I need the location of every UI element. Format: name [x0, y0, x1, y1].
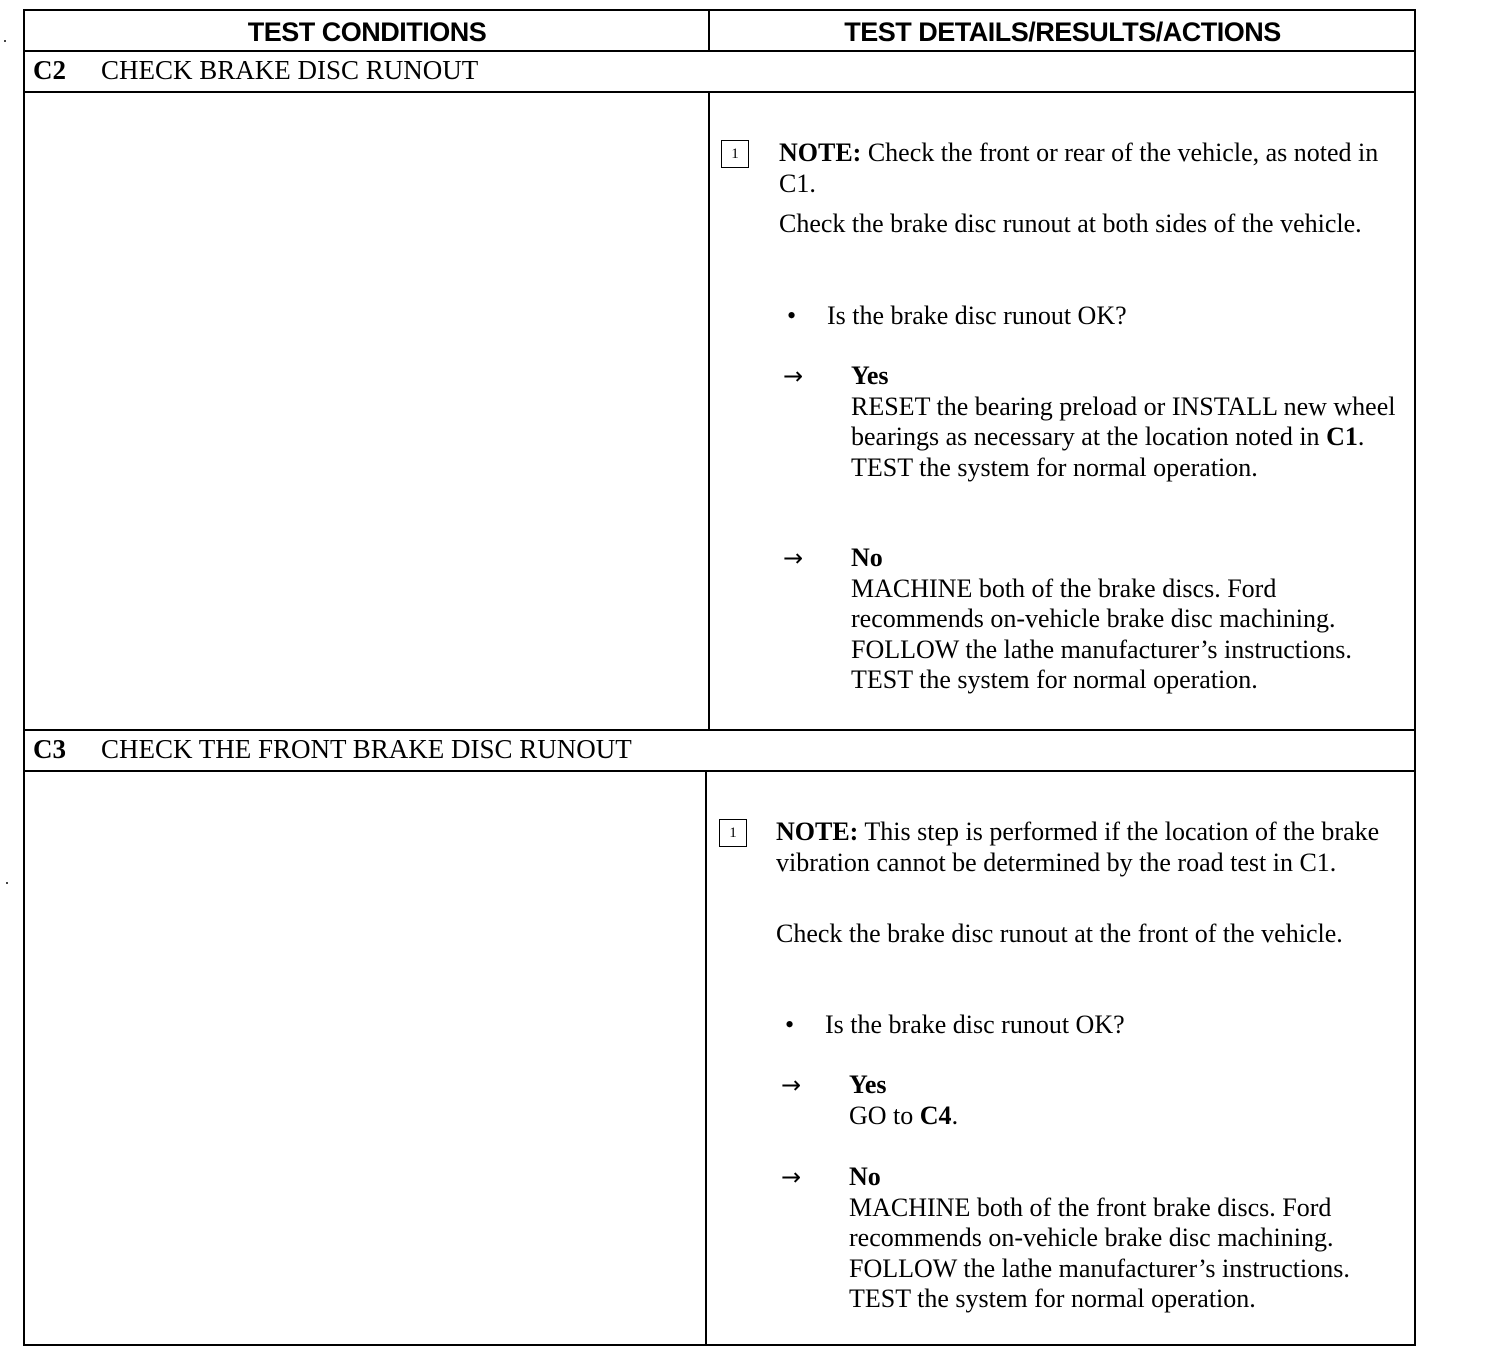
column-divider [708, 91, 710, 729]
arrow-right-icon: → [781, 1071, 802, 1099]
note-text: Check the front or rear of the vehicle, as noted in C1. [779, 138, 1379, 198]
column-header-test-details: TEST DETAILS/RESULTS/ACTIONS [844, 17, 1281, 47]
arrow-right-icon: → [783, 362, 804, 390]
arrow-right-icon: → [781, 1163, 802, 1191]
answer-label: No [849, 1162, 881, 1191]
bullet-icon: • [787, 301, 797, 330]
answer-label: Yes [849, 1070, 887, 1099]
scan-speck [4, 40, 6, 42]
answer-action: GO to C4. [849, 1100, 959, 1130]
bullet-icon: • [785, 1010, 795, 1039]
header-bottom-rule [25, 50, 1414, 52]
section-rule [25, 91, 1414, 93]
section-id: C3 [33, 734, 66, 764]
note-text: This step is performed if the location of the brake vibration cannot be determined by the road test in C1. [776, 817, 1380, 877]
note-label: NOTE: [779, 138, 862, 167]
step-note [779, 138, 1389, 199]
step-instruction: Check the brake disc runout at both sides of the vehicle. [779, 209, 1362, 238]
section-title-text: CHECK THE FRONT BRAKE DISC RUNOUT [101, 734, 632, 764]
answer-action: MACHINE both of the front brake discs. Ford recommends on-vehicle brake disc machining. FOLLOW the lathe manufacturer’s instructions. TEST the system for normal operation. [849, 1192, 1350, 1313]
column-divider [705, 770, 707, 1346]
step-number-box: 1 [721, 140, 749, 168]
column-header-test-conditions: TEST CONDITIONS [247, 17, 487, 47]
section-id: C2 [33, 55, 66, 85]
section-title-c3 [33, 734, 632, 765]
step-note [776, 817, 1408, 878]
section-title-text: CHECK BRAKE DISC RUNOUT [101, 55, 479, 85]
header-divider [708, 11, 710, 51]
arrow-right-icon: → [783, 544, 804, 572]
question-text: Is the brake disc runout OK? [825, 1010, 1125, 1039]
scan-speck [6, 882, 8, 884]
section-rule [25, 729, 1414, 731]
question-text: Is the brake disc runout OK? [827, 301, 1127, 330]
answer-label: Yes [851, 361, 889, 390]
diagnostic-table [23, 9, 1416, 1346]
section-title-c2 [33, 55, 478, 86]
step-instruction: Check the brake disc runout at the front of the vehicle. [776, 919, 1343, 948]
section-rule [25, 770, 1414, 772]
answer-action: RESET the bearing preload or INSTALL new wheel bearings as necessary at the location noted in C1. TEST the system for normal operation. [851, 391, 1396, 482]
answer-action: MACHINE both of the brake discs. Ford recommends on-vehicle brake disc machining. FOLLOW the lathe manufacturer’s instructions. TEST the system for normal operation. [851, 573, 1352, 694]
answer-label: No [851, 543, 883, 572]
note-label: NOTE: [776, 817, 859, 846]
step-number-box: 1 [719, 819, 747, 847]
